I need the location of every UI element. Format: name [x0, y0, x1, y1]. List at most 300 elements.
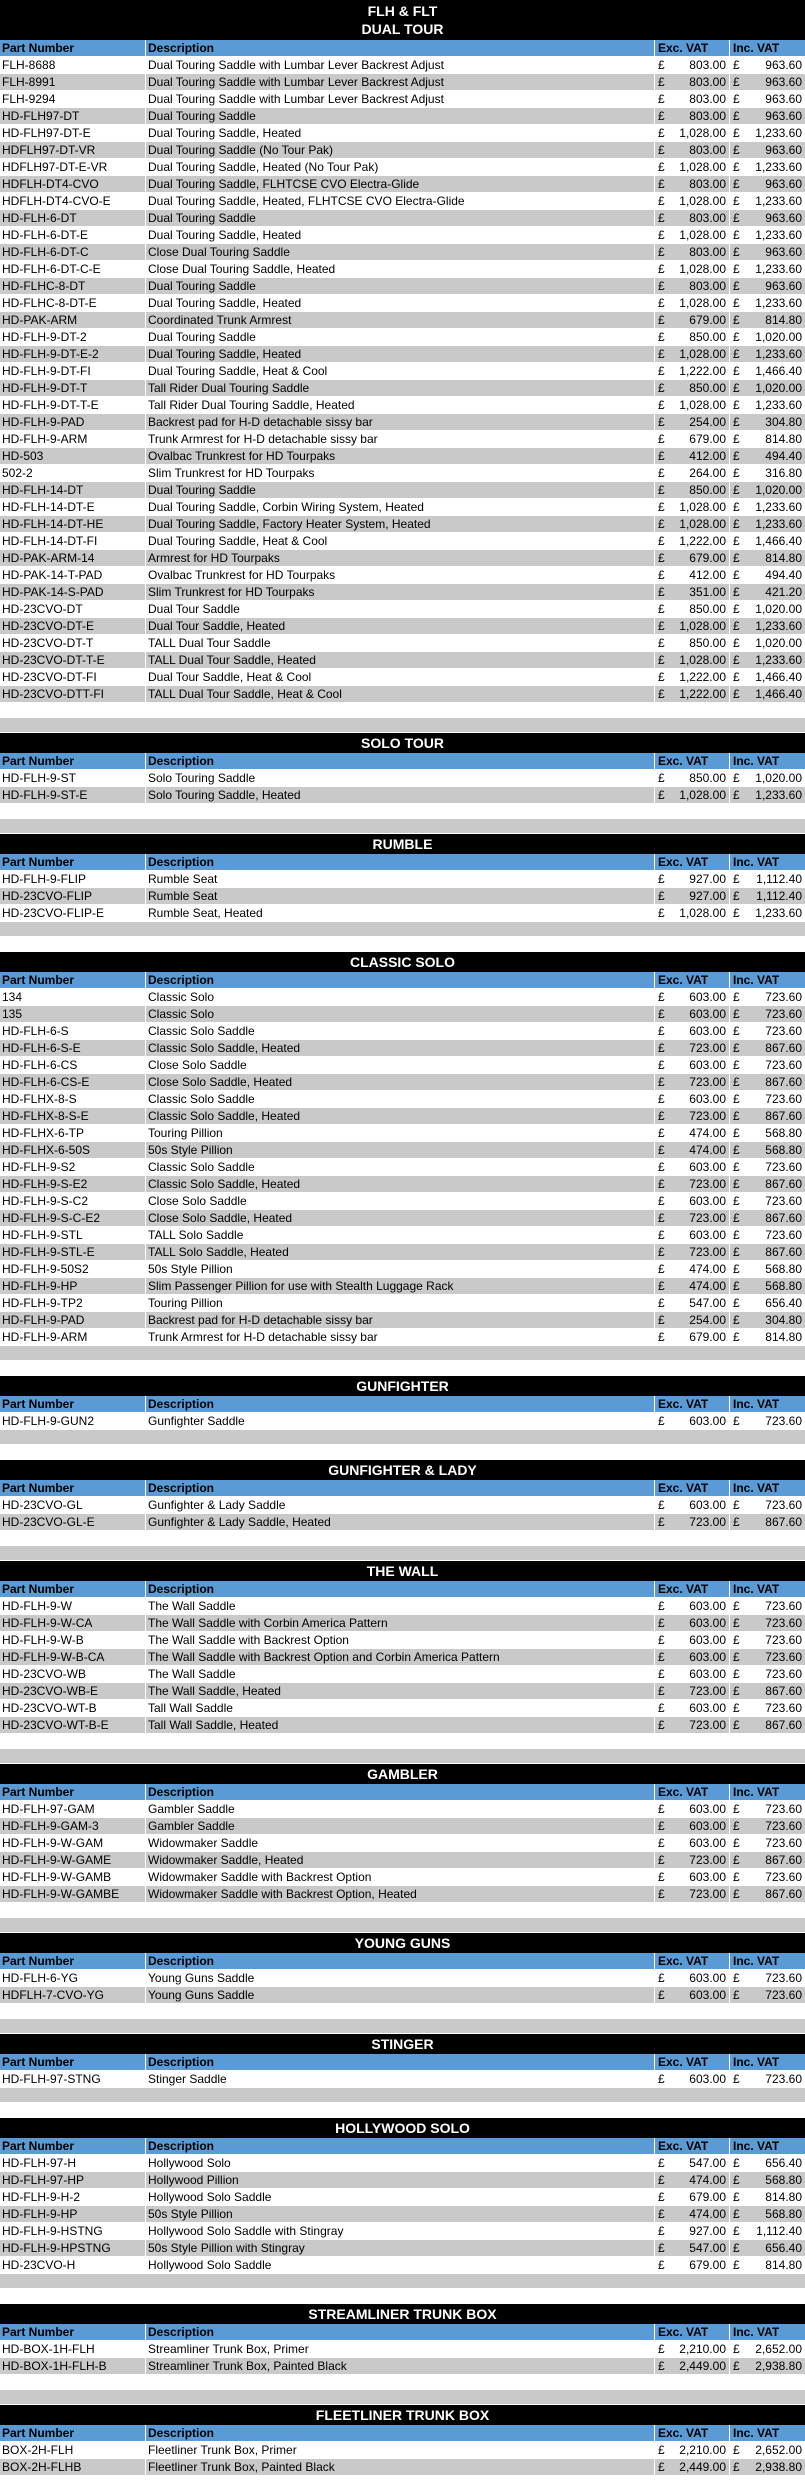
description: Stinger Saddle [146, 2071, 655, 2087]
header-exc-vat: Exc. VAT [655, 2138, 730, 2154]
amount: 2,652.00 [755, 2443, 802, 2457]
price-exc-vat [655, 1598, 730, 1614]
price-inc-vat [730, 2257, 805, 2273]
price-exc-vat [655, 1970, 730, 1986]
currency-symbol: £ [733, 1228, 740, 1242]
currency-symbol: £ [733, 432, 740, 446]
amount: 2,210.00 [679, 2443, 726, 2457]
price-exc-vat [655, 652, 730, 668]
header-description: Description [146, 2425, 655, 2441]
description: Classic Solo Saddle [146, 1023, 655, 1039]
currency-symbol: £ [733, 347, 740, 361]
table-row [0, 533, 805, 550]
table-row [0, 210, 805, 227]
currency-symbol: £ [658, 228, 665, 242]
table-row [0, 1649, 805, 1666]
description: Widowmaker Saddle with Backrest Option [146, 1869, 655, 1885]
currency-symbol: £ [733, 92, 740, 106]
table-row [0, 295, 805, 312]
currency-symbol: £ [733, 517, 740, 531]
amount: 1,233.60 [755, 788, 802, 802]
currency-symbol: £ [733, 636, 740, 650]
currency-symbol: £ [733, 1092, 740, 1106]
currency-symbol: £ [733, 1414, 740, 1428]
section-title: GUNFIGHTER & LADY [0, 1460, 805, 1480]
price-exc-vat [655, 2223, 730, 2239]
section-spacer [0, 819, 805, 834]
part-number: HD-23CVO-DT-E [0, 618, 146, 634]
amount: 723.00 [689, 1684, 726, 1698]
amount: 803.00 [689, 92, 726, 106]
part-number: HD-FLH-9-PAD [0, 1312, 146, 1328]
price-exc-vat [655, 465, 730, 481]
currency-symbol: £ [733, 381, 740, 395]
price-inc-vat [730, 1159, 805, 1175]
section-spacer [0, 1546, 805, 1561]
part-number: HD-FLH-9-W-GAMB [0, 1869, 146, 1885]
amount: 679.00 [689, 313, 726, 327]
amount: 1,028.00 [679, 906, 726, 920]
amount: 603.00 [689, 1160, 726, 1174]
table-row [0, 989, 805, 1006]
price-inc-vat [730, 448, 805, 464]
price-inc-vat [730, 125, 805, 141]
table-row [0, 159, 805, 176]
amount: 867.60 [765, 1109, 802, 1123]
table-row [0, 2155, 805, 2172]
header-description: Description [146, 40, 655, 56]
amount: 723.60 [765, 1414, 802, 1428]
table-row [0, 380, 805, 397]
price-exc-vat [655, 1023, 730, 1039]
section-spacer [0, 1918, 805, 1933]
currency-symbol: £ [733, 245, 740, 259]
currency-symbol: £ [733, 2241, 740, 2255]
amount: 963.60 [765, 245, 802, 259]
price-exc-vat [655, 669, 730, 685]
amount: 963.60 [765, 177, 802, 191]
amount: 1,020.00 [755, 602, 802, 616]
header-description: Description [146, 2138, 655, 2154]
price-inc-vat [730, 516, 805, 532]
price-exc-vat [655, 295, 730, 311]
amount: 1,028.00 [679, 126, 726, 140]
amount: 814.80 [765, 551, 802, 565]
description: Dual Touring Saddle, Heated [146, 295, 655, 311]
description: Classic Solo Saddle [146, 1091, 655, 1107]
table-row [0, 261, 805, 278]
part-number: HD-FLH-14-DT-FI [0, 533, 146, 549]
amount: 474.00 [689, 2207, 726, 2221]
currency-symbol: £ [658, 602, 665, 616]
price-inc-vat [730, 550, 805, 566]
amount: 2,938.80 [755, 2359, 802, 2373]
table-row [0, 142, 805, 159]
price-inc-vat [730, 499, 805, 515]
currency-symbol: £ [658, 788, 665, 802]
currency-symbol: £ [733, 1160, 740, 1174]
currency-symbol: £ [733, 1330, 740, 1344]
section-title: THE WALL [0, 1561, 805, 1581]
currency-symbol: £ [733, 398, 740, 412]
table-row [0, 2206, 805, 2223]
description: Close Solo Saddle, Heated [146, 1210, 655, 1226]
price-exc-vat [655, 989, 730, 1005]
currency-symbol: £ [658, 449, 665, 463]
currency-symbol: £ [733, 1616, 740, 1630]
table-header [0, 2138, 805, 2155]
currency-symbol: £ [658, 2224, 665, 2238]
part-number: 502-2 [0, 465, 146, 481]
amount: 1,233.60 [755, 194, 802, 208]
currency-symbol: £ [733, 364, 740, 378]
amount: 723.00 [689, 1515, 726, 1529]
table-header [0, 2324, 805, 2341]
currency-symbol: £ [733, 1296, 740, 1310]
currency-symbol: £ [658, 500, 665, 514]
table-row [0, 2223, 805, 2240]
section-title: YOUNG GUNS [0, 1933, 805, 1953]
amount: 723.60 [765, 1633, 802, 1647]
table-row [0, 550, 805, 567]
amount: 1,020.00 [755, 636, 802, 650]
price-exc-vat [655, 2172, 730, 2188]
description: Widowmaker Saddle [146, 1835, 655, 1851]
part-number: HD-23CVO-FLIP-E [0, 905, 146, 921]
part-number: HD-FLHX-8-S-E [0, 1108, 146, 1124]
table-row [0, 482, 805, 499]
part-number: HD-FLH97-DT-E [0, 125, 146, 141]
header-description: Description [146, 1396, 655, 1412]
description: Dual Touring Saddle [146, 278, 655, 294]
part-number: HD-FLH97-DT [0, 108, 146, 124]
description: Dual Touring Saddle [146, 210, 655, 226]
price-exc-vat [655, 905, 730, 921]
amount: 603.00 [689, 1007, 726, 1021]
table-row [0, 1023, 805, 1040]
price-exc-vat [655, 2257, 730, 2273]
amount: 963.60 [765, 75, 802, 89]
currency-symbol: £ [658, 889, 665, 903]
description: Dual Touring Saddle, Heated (No Tour Pak) [146, 159, 655, 175]
price-exc-vat [655, 159, 730, 175]
description: The Wall Saddle with Backrest Option [146, 1632, 655, 1648]
currency-symbol: £ [658, 771, 665, 785]
price-exc-vat [655, 1818, 730, 1834]
currency-symbol: £ [733, 1819, 740, 1833]
part-number: HD-FLH-97-STNG [0, 2071, 146, 2087]
price-inc-vat [730, 2155, 805, 2171]
price-exc-vat [655, 618, 730, 634]
price-inc-vat [730, 2442, 805, 2458]
table-row [0, 2071, 805, 2088]
amount: 603.00 [689, 1024, 726, 1038]
currency-symbol: £ [658, 872, 665, 886]
amount: 1,466.40 [755, 687, 802, 701]
price-exc-vat [655, 584, 730, 600]
price-exc-vat [655, 1700, 730, 1716]
header-exc-vat: Exc. VAT [655, 1396, 730, 1412]
amount: 2,938.80 [755, 2460, 802, 2474]
part-number: HD-FLHX-6-50S [0, 1142, 146, 1158]
amount: 603.00 [689, 1633, 726, 1647]
part-number: HD-23CVO-DTT-FI [0, 686, 146, 702]
description: Close Dual Touring Saddle, Heated [146, 261, 655, 277]
table-row [0, 1142, 805, 1159]
currency-symbol: £ [658, 551, 665, 565]
price-exc-vat [655, 482, 730, 498]
description: Close Dual Touring Saddle [146, 244, 655, 260]
section-title: FLEETLINER TRUNK BOX [0, 2405, 805, 2425]
currency-symbol: £ [733, 1684, 740, 1698]
part-number: HD-FLH-9-W-GAME [0, 1852, 146, 1868]
amount: 723.60 [765, 1024, 802, 1038]
price-exc-vat [655, 176, 730, 192]
part-number: FLH-9294 [0, 91, 146, 107]
table-row [0, 57, 805, 74]
price-exc-vat [655, 871, 730, 887]
currency-symbol: £ [658, 1024, 665, 1038]
amount: 304.80 [765, 415, 802, 429]
description: Gunfighter Saddle [146, 1413, 655, 1429]
amount: 803.00 [689, 279, 726, 293]
table-row [0, 618, 805, 635]
part-number: HD-PAK-ARM [0, 312, 146, 328]
description: Gunfighter & Lady Saddle [146, 1497, 655, 1513]
price-inc-vat [730, 601, 805, 617]
amount: 867.60 [765, 1853, 802, 1867]
part-number: HD-FLH-9-PAD [0, 414, 146, 430]
section-title: RUMBLE [0, 834, 805, 854]
part-number: HD-PAK-14-S-PAD [0, 584, 146, 600]
price-inc-vat [730, 57, 805, 73]
price-exc-vat [655, 1413, 730, 1429]
amount: 927.00 [689, 872, 726, 886]
currency-symbol: £ [658, 1684, 665, 1698]
price-exc-vat [655, 888, 730, 904]
amount: 850.00 [689, 602, 726, 616]
price-exc-vat [655, 431, 730, 447]
table-row [0, 1295, 805, 1312]
part-number: HD-23CVO-WT-B [0, 1700, 146, 1716]
amount: 927.00 [689, 889, 726, 903]
amount: 474.00 [689, 1279, 726, 1293]
table-row [0, 1615, 805, 1632]
amount: 867.60 [765, 1075, 802, 1089]
price-exc-vat [655, 210, 730, 226]
amount: 474.00 [689, 1262, 726, 1276]
table-row [0, 567, 805, 584]
price-exc-vat [655, 414, 730, 430]
amount: 1,233.60 [755, 347, 802, 361]
description: Trunk Armrest for H-D detachable sissy bar [146, 1329, 655, 1345]
table-row [0, 871, 805, 888]
description: Trunk Armrest for H-D detachable sissy bar [146, 431, 655, 447]
amount: 963.60 [765, 279, 802, 293]
description: TALL Solo Saddle, Heated [146, 1244, 655, 1260]
price-exc-vat [655, 770, 730, 786]
amount: 1,028.00 [679, 653, 726, 667]
price-inc-vat [730, 871, 805, 887]
part-number: HD-FLH-9-DT-FI [0, 363, 146, 379]
header-inc-vat: Inc. VAT [733, 754, 780, 768]
description: Close Solo Saddle, Heated [146, 1074, 655, 1090]
currency-symbol: £ [733, 483, 740, 497]
table-header [0, 40, 805, 57]
amount: 850.00 [689, 636, 726, 650]
currency-symbol: £ [658, 296, 665, 310]
currency-symbol: £ [658, 1836, 665, 1850]
price-inc-vat [730, 787, 805, 803]
amount: 723.00 [689, 1853, 726, 1867]
description: Dual Touring Saddle, Heated, FLHTCSE CVO Electra-Glide [146, 193, 655, 209]
currency-symbol: £ [733, 194, 740, 208]
price-inc-vat [730, 618, 805, 634]
table-row [0, 448, 805, 465]
currency-symbol: £ [658, 2173, 665, 2187]
currency-symbol: £ [658, 534, 665, 548]
currency-symbol: £ [658, 330, 665, 344]
amount: 603.00 [689, 1701, 726, 1715]
description: TALL Dual Tour Saddle [146, 635, 655, 651]
part-number: HDFLH97-DT-E-VR [0, 159, 146, 175]
header-part-number: Part Number [0, 1953, 146, 1969]
description: Fleetliner Trunk Box, Primer [146, 2442, 655, 2458]
price-exc-vat [655, 1278, 730, 1294]
price-inc-vat [730, 2341, 805, 2357]
section-spacer [0, 2289, 805, 2304]
amount: 1,020.00 [755, 330, 802, 344]
price-exc-vat [655, 1159, 730, 1175]
table-row [0, 1632, 805, 1649]
price-inc-vat [730, 1683, 805, 1699]
part-number: HD-FLH-6-DT [0, 210, 146, 226]
header-part-number: Part Number [0, 972, 146, 988]
table-row [0, 91, 805, 108]
price-exc-vat [655, 244, 730, 260]
currency-symbol: £ [658, 1718, 665, 1732]
description: Ovalbac Trunkrest for HD Tourpaks [146, 448, 655, 464]
currency-symbol: £ [733, 1109, 740, 1123]
currency-symbol: £ [733, 1007, 740, 1021]
price-exc-vat [655, 346, 730, 362]
amount: 927.00 [689, 2224, 726, 2238]
currency-symbol: £ [658, 126, 665, 140]
description: Tall Wall Saddle, Heated [146, 1717, 655, 1733]
amount: 1,028.00 [679, 262, 726, 276]
amount: 850.00 [689, 381, 726, 395]
description: Dual Touring Saddle, Factory Heater System, Heated [146, 516, 655, 532]
header-inc-vat: Inc. VAT [733, 973, 780, 987]
currency-symbol: £ [733, 1211, 740, 1225]
table-row [0, 1176, 805, 1193]
table-row [0, 1312, 805, 1329]
header-inc-vat: Inc. VAT [733, 855, 780, 869]
header-exc-vat: Exc. VAT [655, 1953, 730, 1969]
amount: 1,233.60 [755, 160, 802, 174]
price-inc-vat [730, 363, 805, 379]
price-inc-vat [730, 888, 805, 904]
description: Hollywood Solo Saddle [146, 2257, 655, 2273]
table-row [0, 227, 805, 244]
currency-symbol: £ [658, 1870, 665, 1884]
price-inc-vat [730, 584, 805, 600]
currency-symbol: £ [658, 1143, 665, 1157]
part-number: HDFLH-7-CVO-YG [0, 1987, 146, 2003]
price-exc-vat [655, 1193, 730, 1209]
currency-symbol: £ [733, 313, 740, 327]
description: Dual Tour Saddle, Heat & Cool [146, 669, 655, 685]
table-row [0, 431, 805, 448]
currency-symbol: £ [658, 1633, 665, 1647]
amount: 867.60 [765, 1684, 802, 1698]
currency-symbol: £ [658, 262, 665, 276]
part-number: HD-FLH-97-GAM [0, 1801, 146, 1817]
currency-symbol: £ [733, 906, 740, 920]
currency-symbol: £ [733, 788, 740, 802]
header-description: Description [146, 1480, 655, 1496]
amount: 474.00 [689, 1126, 726, 1140]
price-inc-vat [730, 176, 805, 192]
currency-symbol: £ [658, 279, 665, 293]
part-number: HD-FLH-9-S-E2 [0, 1176, 146, 1192]
header-description: Description [146, 2324, 655, 2340]
description: Dual Touring Saddle, FLHTCSE CVO Electra-Glide [146, 176, 655, 192]
header-inc-vat: Inc. VAT [733, 1397, 780, 1411]
currency-symbol: £ [658, 381, 665, 395]
currency-symbol: £ [733, 2359, 740, 2373]
currency-symbol: £ [733, 211, 740, 225]
amount: 963.60 [765, 58, 802, 72]
price-exc-vat [655, 1210, 730, 1226]
price-inc-vat [730, 244, 805, 260]
currency-symbol: £ [733, 1650, 740, 1664]
currency-symbol: £ [658, 1498, 665, 1512]
table-row [0, 2189, 805, 2206]
currency-symbol: £ [733, 1802, 740, 1816]
amount: 474.00 [689, 1143, 726, 1157]
currency-symbol: £ [733, 228, 740, 242]
price-exc-vat [655, 1632, 730, 1648]
description: Solo Touring Saddle [146, 770, 655, 786]
price-exc-vat [655, 142, 730, 158]
header-part-number: Part Number [0, 2138, 146, 2154]
currency-symbol: £ [733, 2258, 740, 2272]
section-spacer [0, 718, 805, 733]
price-exc-vat [655, 2240, 730, 2256]
table-header [0, 1784, 805, 1801]
description: Backrest pad for H-D detachable sissy bar [146, 1312, 655, 1328]
section-spacer [0, 2375, 805, 2390]
price-inc-vat [730, 1210, 805, 1226]
price-inc-vat [730, 295, 805, 311]
section-title-text: DUAL TOUR [361, 21, 444, 37]
table-row [0, 125, 805, 142]
price-exc-vat [655, 550, 730, 566]
price-inc-vat [730, 465, 805, 481]
price-exc-vat [655, 2206, 730, 2222]
currency-symbol: £ [658, 2207, 665, 2221]
table-row [0, 278, 805, 295]
amount: 723.00 [689, 1211, 726, 1225]
currency-symbol: £ [658, 585, 665, 599]
amount: 603.00 [689, 1971, 726, 1985]
currency-symbol: £ [733, 585, 740, 599]
currency-symbol: £ [733, 500, 740, 514]
currency-symbol: £ [733, 143, 740, 157]
amount: 603.00 [689, 1650, 726, 1664]
part-number: HD-FLH-14-DT-E [0, 499, 146, 515]
